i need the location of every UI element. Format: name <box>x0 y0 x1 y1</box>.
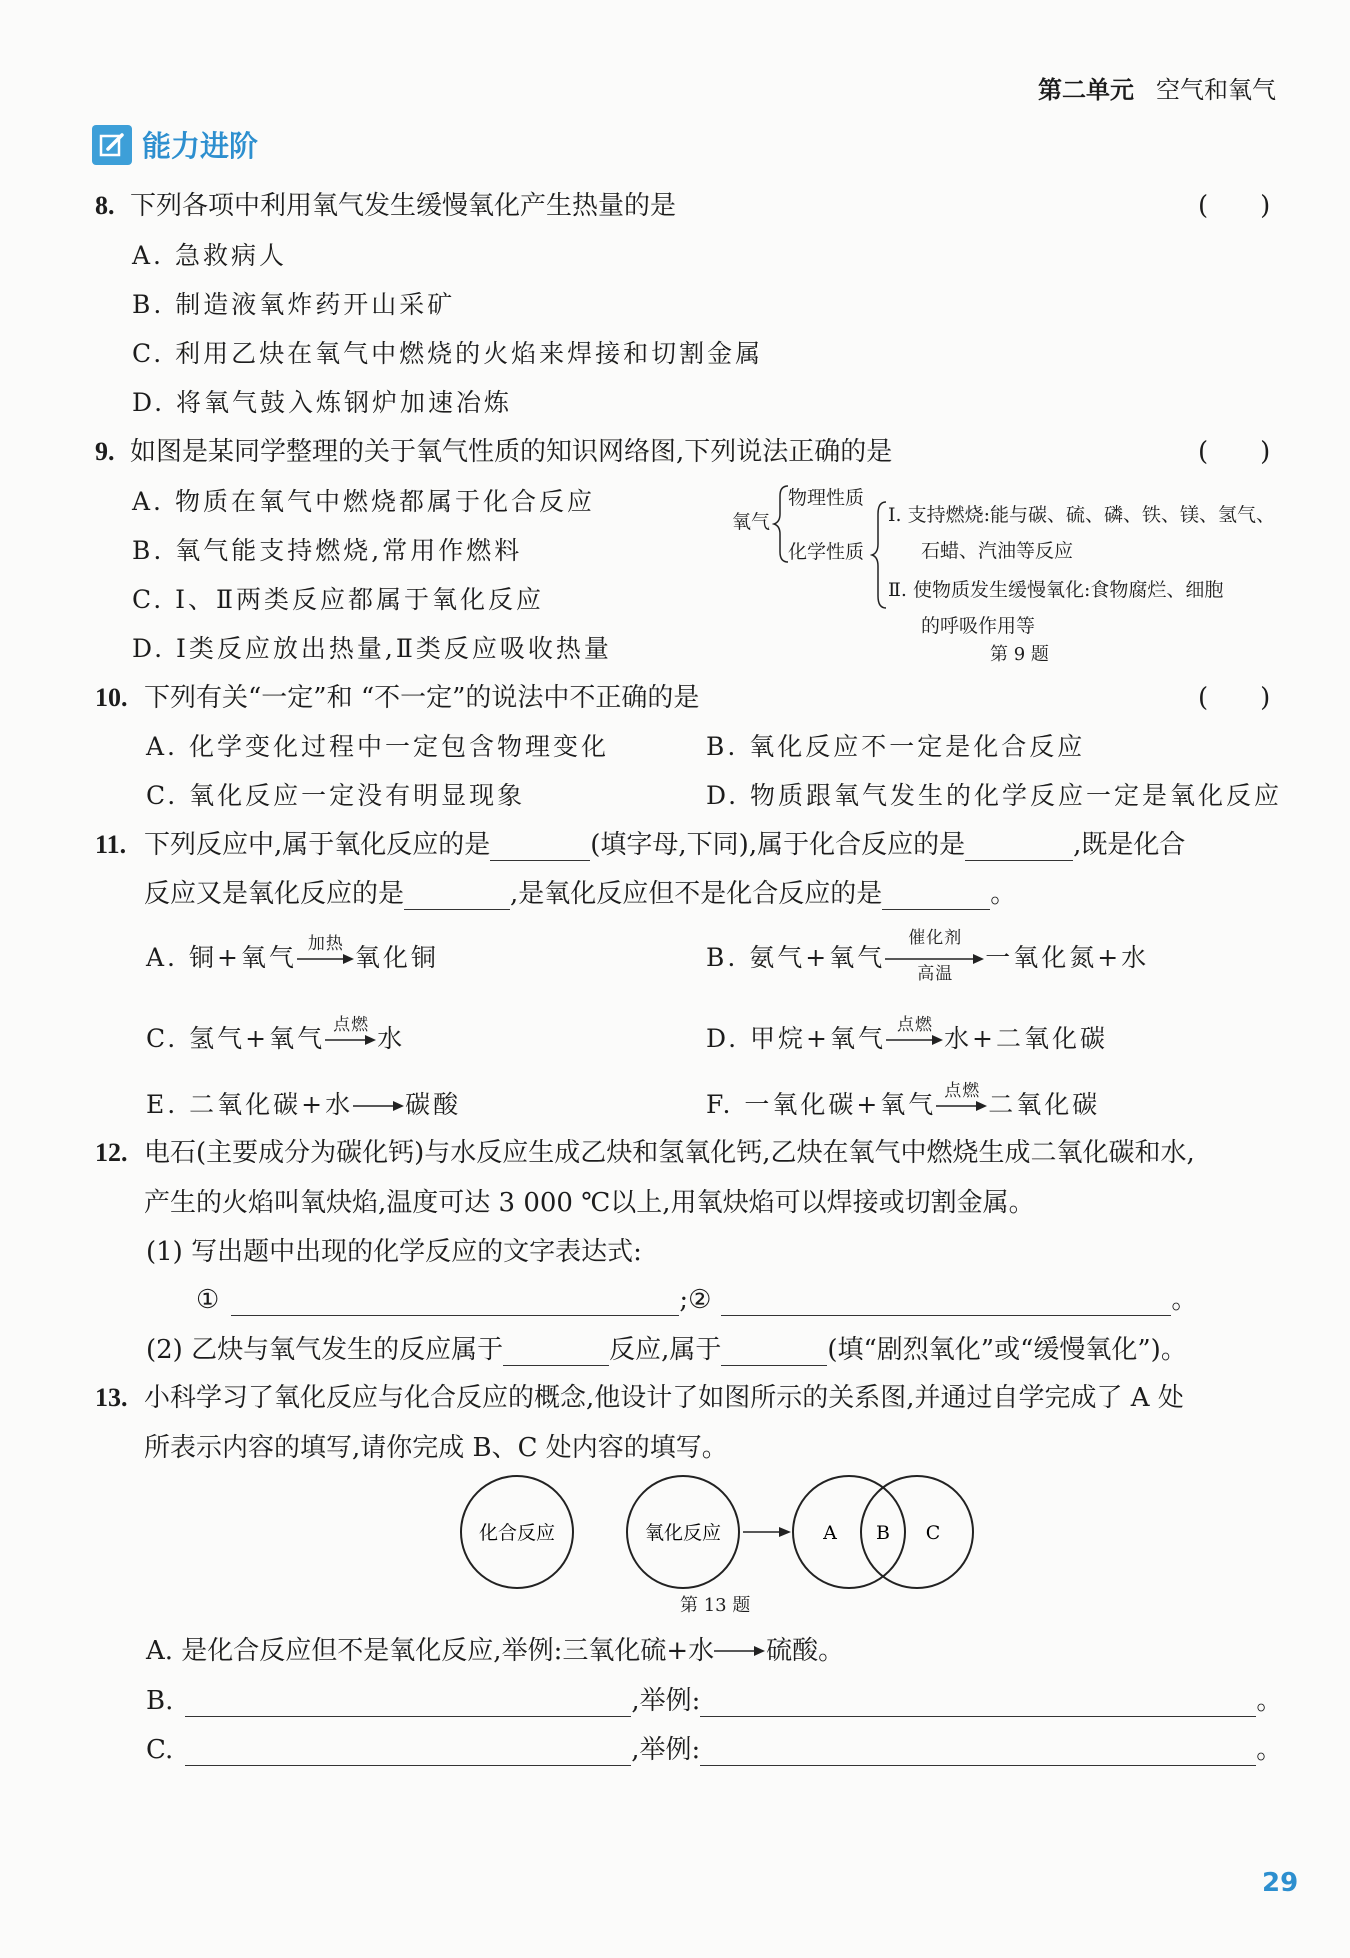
label: B. <box>146 1686 174 1716</box>
question-11-line-2 <box>144 873 1016 910</box>
section-heading <box>92 124 258 165</box>
answer-blank[interactable] <box>721 1340 827 1366</box>
marker-1: ① <box>196 1285 220 1315</box>
answer-blank[interactable] <box>231 1290 679 1316</box>
diagram-root: 氧气 <box>732 511 771 533</box>
question-number: 9. <box>95 437 115 466</box>
sub-question-1-answers <box>196 1279 1197 1316</box>
reactants: E. 二氧化碳+水 <box>146 1090 354 1119</box>
question-number: 12. <box>95 1138 128 1167</box>
circle-label-oxidation: 氧化反应 <box>644 1522 722 1544</box>
question-8-stem <box>95 185 676 222</box>
answer-blank[interactable] <box>185 1740 631 1766</box>
answer-paren: ( ) <box>1198 191 1271 221</box>
answer-text: 硫酸。 <box>766 1636 845 1666</box>
question-text: 小科学习了氧化反应与化合反应的概念,他设计了如图所示的关系图,并通过自学完成了 A 处 <box>144 1383 1184 1413</box>
question-12-line-1 <box>95 1132 1195 1169</box>
question-text: 反应又是氧化反应的是 <box>144 879 405 909</box>
question-text: (2) 乙炔与氧气发生的反应属于 <box>146 1335 504 1365</box>
question-text: 反应,属于 <box>609 1335 722 1365</box>
reaction-e <box>146 1085 461 1122</box>
question-11-line-1 <box>95 824 1185 861</box>
reactants: B. 氨气+氧气 <box>706 943 886 972</box>
reaction-arrow <box>885 927 985 984</box>
answer-text: A. 是化合反应但不是氧化反应,举例:三氧化硫+水 <box>146 1636 715 1666</box>
item-2-line-1: Ⅱ. 使物质发生缓慢氧化:食物腐烂、细胞 <box>888 579 1224 601</box>
reactants: D. 甲烷+氧气 <box>706 1024 886 1053</box>
reactants: F. 一氧化碳+氧气 <box>706 1090 937 1119</box>
option-c: C. 氧化反应一定没有明显现象 <box>146 781 526 810</box>
answer-b-row <box>146 1680 1282 1717</box>
option-a: A. 急救病人 <box>132 241 287 270</box>
reaction-d <box>706 1014 1108 1056</box>
region-b: B <box>876 1522 890 1544</box>
condition: 点燃 <box>944 1080 981 1101</box>
question-number: 10. <box>95 683 128 712</box>
reaction-arrow <box>325 1014 377 1056</box>
answer-blank[interactable] <box>965 835 1073 861</box>
running-header <box>1038 70 1276 105</box>
circle-label-combination: 化合反应 <box>478 1522 556 1544</box>
unit-title: 空气和氧气 <box>1156 76 1276 104</box>
question-text: ,是氧化反应但不是化合反应的是 <box>510 879 883 909</box>
products: 二氧化碳 <box>988 1090 1101 1119</box>
question-number: 11. <box>95 830 127 859</box>
reaction-arrow <box>297 933 355 975</box>
period: 。 <box>1171 1285 1198 1315</box>
question-9-stem <box>95 431 892 468</box>
answer-c-row <box>146 1729 1282 1766</box>
period: 。 <box>1256 1735 1283 1765</box>
label: ,举例: <box>631 1735 701 1765</box>
item-2-line-2: 的呼吸作用等 <box>921 615 1036 637</box>
period: 。 <box>1256 1686 1283 1716</box>
option-d: D. 物质跟氧气发生的化学反应一定是氧化反应 <box>706 781 1283 810</box>
question-text: (填“剧烈氧化”或“缓慢氧化”)。 <box>827 1335 1187 1365</box>
figure-caption: 第 9 题 <box>990 644 1049 665</box>
reaction-arrow <box>353 1092 405 1122</box>
reaction-relationship-diagram <box>455 1470 975 1600</box>
products: 水 <box>377 1024 406 1053</box>
answer-blank[interactable] <box>721 1290 1171 1316</box>
answer-blank[interactable] <box>882 884 990 910</box>
reaction-arrow <box>714 1637 766 1667</box>
sub-question-2 <box>146 1329 1187 1366</box>
item-1-line-1: Ⅰ. 支持燃烧:能与碳、硫、磷、铁、镁、氢气、 <box>888 504 1275 526</box>
answer-blank[interactable] <box>404 884 510 910</box>
products: 氧化铜 <box>354 943 439 972</box>
question-10-stem <box>95 677 699 714</box>
answer-paren: ( ) <box>1198 437 1271 467</box>
question-13-line-1 <box>95 1377 1184 1414</box>
answer-blank[interactable] <box>503 1340 609 1366</box>
question-number: 13. <box>95 1383 128 1412</box>
option-d: D. Ⅰ类反应放出热量,Ⅱ类反应吸收热量 <box>132 634 612 663</box>
option-c: C. 利用乙炔在氧气中燃烧的火焰来焊接和切割金属 <box>132 339 764 368</box>
question-text: 下列有关“一定”和 “不一定”的说法中不正确的是 <box>144 683 700 713</box>
page-number: 29 <box>1262 1868 1299 1898</box>
option-b: B. 氧气能支持燃烧,常用作燃料 <box>132 536 523 565</box>
question-number: 8. <box>95 191 115 220</box>
products: 碳酸 <box>405 1090 462 1119</box>
physical-properties: 物理性质 <box>788 487 865 509</box>
answer-blank[interactable] <box>700 1740 1256 1766</box>
brace-icon <box>870 500 890 610</box>
condition: 加热 <box>307 933 344 954</box>
question-text: (填字母,下同),属于化合反应的是 <box>590 830 966 860</box>
reaction-f <box>706 1080 1101 1122</box>
answer-blank[interactable] <box>490 835 590 861</box>
region-a: A <box>823 1522 837 1544</box>
sub-question-1: (1) 写出题中出现的化学反应的文字表达式: <box>146 1237 642 1267</box>
item-1-line-2: 石蜡、汽油等反应 <box>921 540 1074 562</box>
option-c: C. Ⅰ、Ⅱ两类反应都属于氧化反应 <box>132 585 544 614</box>
question-text: 如图是某同学整理的关于氧气性质的知识网络图,下列说法正确的是 <box>130 437 893 467</box>
answer-blank[interactable] <box>185 1691 631 1717</box>
marker-2: ;② <box>679 1285 712 1315</box>
option-a: A. 物质在氧气中燃烧都属于化合反应 <box>132 487 595 516</box>
condition: 催化剂 <box>908 927 963 948</box>
region-c: C <box>925 1522 941 1544</box>
question-13-line-2: 所表示内容的填写,请你完成 B、C 处内容的填写。 <box>144 1433 728 1463</box>
question-text: 下列各项中利用氧气发生缓慢氧化产生热量的是 <box>130 191 677 221</box>
answer-blank[interactable] <box>700 1691 1256 1717</box>
reaction-arrow <box>936 1080 988 1122</box>
answer-a <box>146 1630 844 1667</box>
reactants: C. 氢气+氧气 <box>146 1024 326 1053</box>
question-text: 电石(主要成分为碳化钙)与水反应生成乙炔和氢氧化钙,乙炔在氧气中燃烧生成二氧化碳和水, <box>144 1138 1195 1168</box>
option-a: A. 化学变化过程中一定包含物理变化 <box>146 732 609 761</box>
option-b: B. 氧化反应不一定是化合反应 <box>706 732 1086 761</box>
products: 水+二氧化碳 <box>944 1024 1108 1053</box>
condition: 高温 <box>917 963 954 984</box>
question-text: 。 <box>990 879 1017 909</box>
arrow-head-icon <box>779 1527 791 1537</box>
condition: 点燃 <box>897 1014 933 1035</box>
condition: 点燃 <box>333 1014 370 1035</box>
pencil-icon <box>92 125 132 165</box>
answer-paren: ( ) <box>1198 683 1271 713</box>
figure-caption: 第 13 题 <box>680 1595 751 1616</box>
reaction-c <box>146 1014 406 1056</box>
section-title: 能力进阶 <box>142 129 259 163</box>
reaction-a <box>146 933 439 975</box>
reactants: A. 铜+氧气 <box>146 943 297 972</box>
chemical-properties: 化学性质 <box>788 541 865 563</box>
question-text: 下列反应中,属于氧化反应的是 <box>144 830 491 860</box>
label: C. <box>146 1735 174 1765</box>
reaction-b <box>706 927 1150 984</box>
option-b: B. 制造液氧炸药开山采矿 <box>132 290 456 319</box>
question-text: ,既是化合 <box>1073 830 1186 860</box>
question-12-line-2: 产生的火焰叫氧炔焰,温度可达 3 000 ℃以上,用氧炔焰可以焊接或切割金属。 <box>144 1188 1035 1218</box>
label: ,举例: <box>631 1686 701 1716</box>
option-d: D. 将氧气鼓入炼钢炉加速冶炼 <box>132 388 513 417</box>
unit-label: 第二单元 <box>1038 76 1134 104</box>
reaction-arrow <box>886 1014 944 1056</box>
products: 一氧化氮+水 <box>985 943 1150 972</box>
